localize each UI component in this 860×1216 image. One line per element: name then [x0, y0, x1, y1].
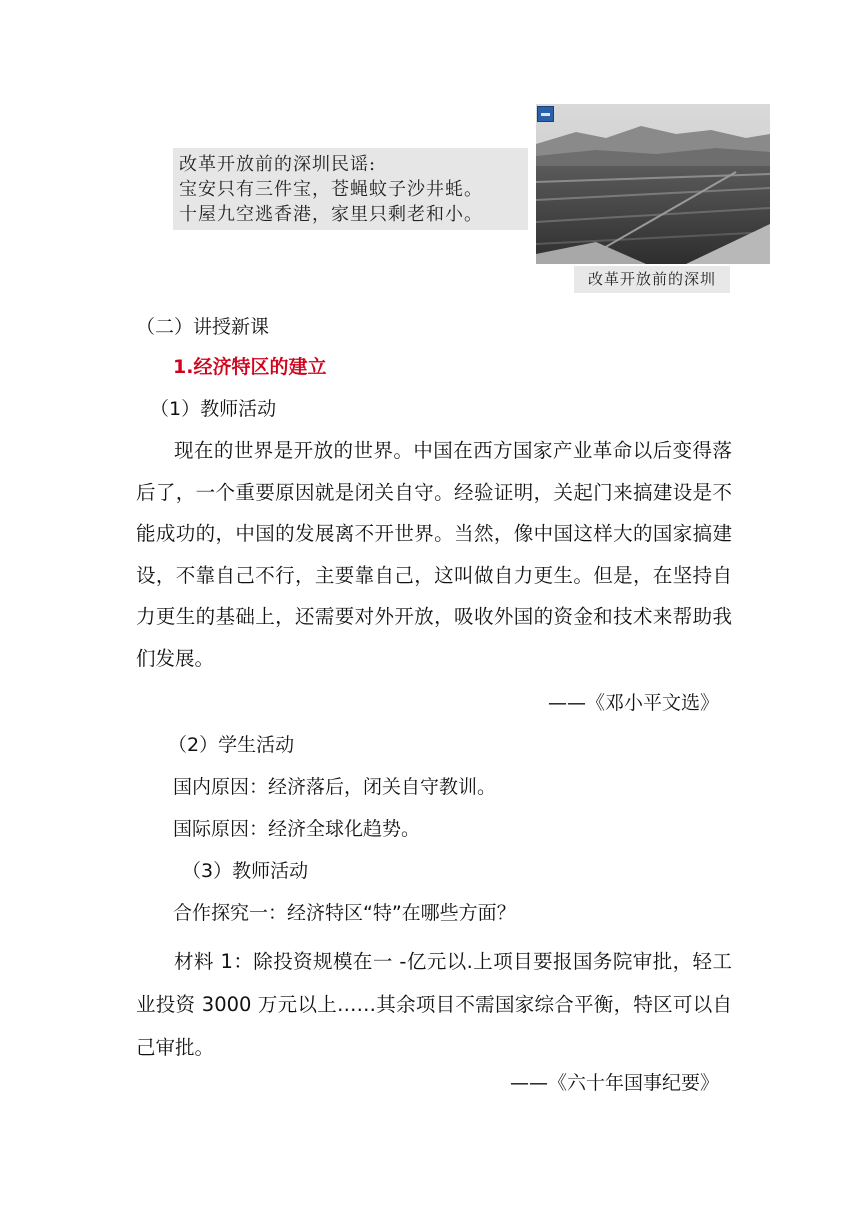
student-activity-heading: （2）学生活动 — [168, 734, 295, 756]
quote-source: ——《邓小平文选》 — [547, 692, 719, 714]
teacher-activity-heading-3: （3）教师活动 — [182, 860, 309, 882]
ballad-line: 十屋九空逃香港，家里只剩老和小。 — [179, 204, 483, 225]
inquiry-question: 合作探究一：经济特区“特”在哪些方面？ — [173, 902, 516, 924]
folk-ballad-box — [173, 148, 528, 230]
section-heading: （二）讲授新课 — [136, 316, 270, 338]
ballad-line: 改革开放前的深圳民谣: — [179, 154, 377, 175]
ballad-line: 宝安只有三件宝，苍蝇蚊子沙井蚝。 — [179, 179, 483, 200]
photo-caption: 改革开放前的深圳 — [574, 266, 730, 293]
teacher-activity-heading: （1）教师活动 — [150, 398, 277, 420]
material-paragraph: 材料 1：除投资规模在一 -亿元以.上项目要报国务院审批，轻工业投资 3000 万元以上……其余项目不需国家综合平衡，特区可以自己审批。 — [136, 950, 732, 1059]
subsection-title: 1.经济特区的建立 — [173, 356, 327, 378]
domestic-reason: 国内原因：经济落后，闭关自守教训。 — [173, 776, 497, 798]
international-reason: 国际原因：经济全球化趋势。 — [173, 818, 421, 840]
old-shenzhen-photo — [536, 104, 770, 264]
deng-quote-paragraph: 现在的世界是开放的世界。中国在西方国家产业革命以后变得落后了，一个重要原因就是闭关自守。经验证明，关起门来搞建设是不能成功的，中国的发展离不开世界。当然，像中国这样大的国家搞建设，不靠自己不行，主要靠自己，这叫做自力更生。但是，在坚持自力更生的基础上，还需要对外开放，吸收外国的资金和技术来帮助我们发展。 — [136, 439, 732, 670]
photo-marker-icon — [537, 106, 554, 122]
material-source: ——《六十年国事纪要》 — [509, 1072, 719, 1094]
